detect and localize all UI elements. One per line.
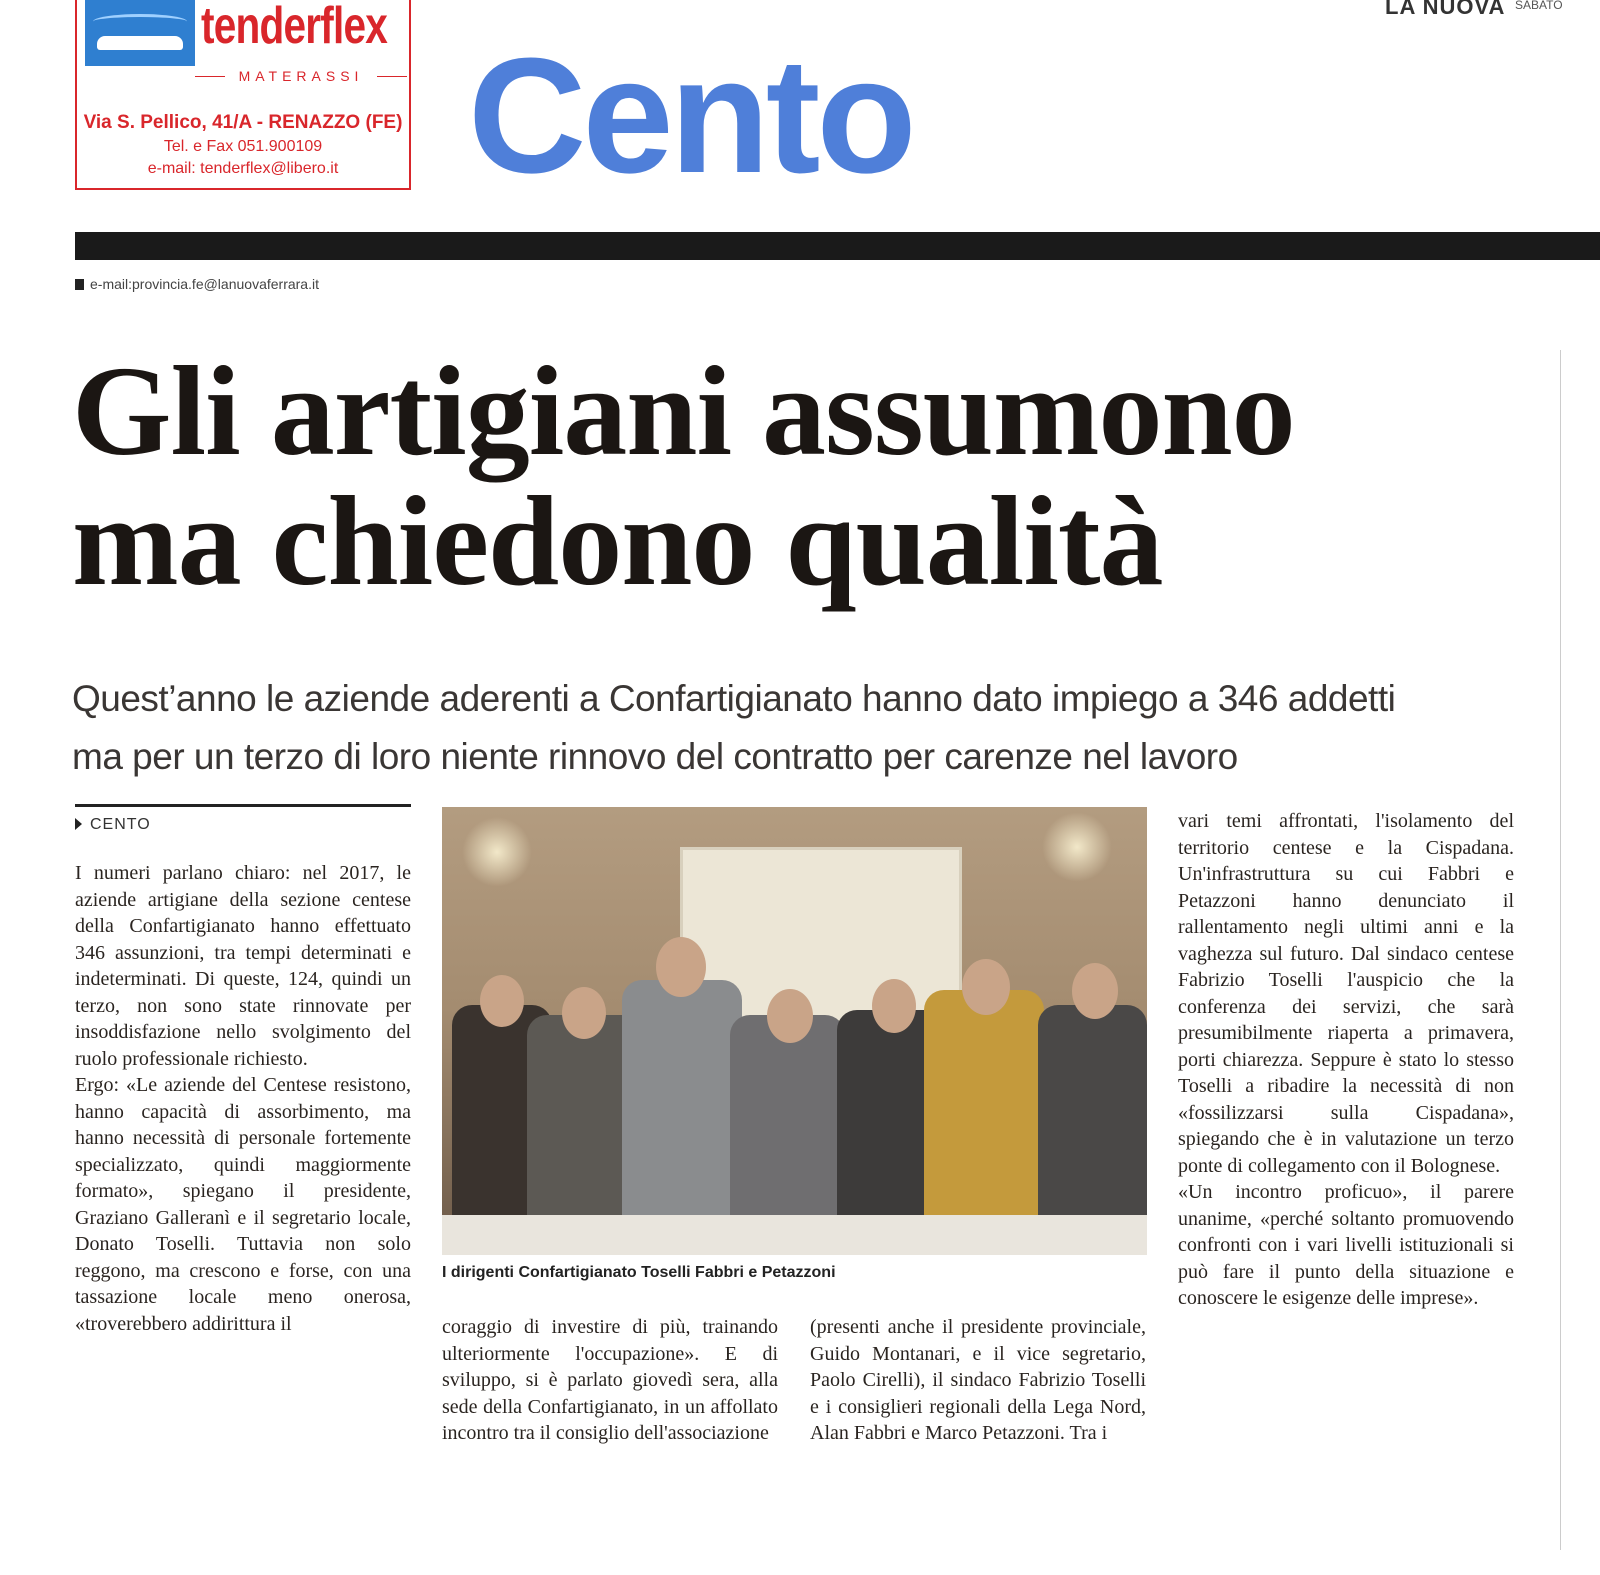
article-column-2: coraggio di investire di più, trainando ulteriormente l'occupazione». E di sviluppo, si è parlato giovedì sera, alla sede della Confartigianato, in un affollato incontro tra il consiglio dell'associazione	[442, 1316, 778, 1444]
photo-caption: I dirigenti Confartigianato Toselli Fabbri e Petazzoni	[442, 1264, 836, 1281]
article-photo	[442, 807, 1147, 1255]
ad-brand-name: tenderflex	[201, 0, 388, 55]
section-title: Cento	[468, 24, 913, 207]
article-kicker	[75, 816, 151, 834]
kicker-text: CENTO	[90, 816, 151, 833]
ad-subtitle: MATERASSI	[201, 68, 401, 84]
article-column-4: vari temi affrontati, l'isolamento del territorio centese e la Cispadana. Un'infrastruttura su cui Fabbri e Petazzoni hanno denunciato il rallentamento negli ultimi anni e la vaghezza sul futuro. Dal sindaco centese Fabrizio Toselli l'auspicio che la conferenza dei servizi, che sarà presumibilmente riaperta a primavera, porti chiarezza. Seppure è stato lo stesso Toselli a ribadire la necessità di non «fossilizzarsi sulla Cispadana», spiegando che è in valutazione un terzo ponte di collegamento con il Bolognese. «Un incontro proficuo», il parere unanime, «perché soltanto promuovendo confronti con i vari livelli istituzionali si può fare il punto della situazione e conoscere le esigenze delle imprese».	[1178, 810, 1514, 1309]
advertisement-box	[75, 0, 411, 190]
bullet-square-icon	[75, 279, 84, 290]
section-rule	[75, 232, 1600, 260]
contact-email	[75, 276, 319, 292]
conference-table	[442, 1215, 1147, 1255]
contact-email-text: e-mail:provincia.fe@lanuovaferrara.it	[90, 276, 319, 292]
mattress-logo-icon	[85, 0, 195, 66]
ad-email: e-mail: tenderflex@libero.it	[147, 160, 339, 177]
article-column-3: (presenti anche il presidente provinciale, Guido Montanari, e il vice segretario, Paolo Cirelli), il sindaco Fabrizio Toselli e i consiglieri regionali della Lega Nord, Alan Fabbri e Marco Petazzoni. Tra i	[810, 1316, 1146, 1444]
triangle-marker-icon	[75, 818, 82, 830]
article-column-1: I numeri parlano chiaro: nel 2017, le aziende artigiane della sezione centese della Confartigianato hanno effettuato 346 assunzioni, tra tempi determinati e indeterminati. Di queste, 124, quindi un terzo, non sono state rinnovate per insoddisfazione nello svolgimento del ruolo professionale richiesto. Ergo: «Le aziende del Centese resistono, hanno capacità di assorbimento, ma hanno necessità di personale fortemente specializzato, quindi maggiormente formato», spiegano il presidente, Graziano Galleranì e il segretario locale, Donato Toselli. Tuttavia non solo reggono, ma crescono e forse, con una tassazione locale meno onerosa, «troverebbero addirittura il	[75, 862, 411, 1335]
ad-phone: Tel. e Fax 051.900109	[163, 138, 323, 155]
article-headline: Gli artigiani assumono ma chiedono qualità	[72, 340, 1295, 612]
ad-address: Via S. Pellico, 41/A - RENAZZO (FE)	[83, 112, 403, 133]
masthead-name: LA NUOVA	[1385, 0, 1506, 19]
adjacent-column-edge	[1560, 350, 1600, 1550]
column-rule	[75, 804, 411, 807]
article-subheadline: Quest’anno le aziende aderenti a Confartigianato hanno dato impiego a 346 addetti ma per un terzo di loro niente rinnovo del contratto per carenze nel lavoro	[72, 678, 1396, 777]
masthead-date: SABATO	[1515, 0, 1563, 12]
